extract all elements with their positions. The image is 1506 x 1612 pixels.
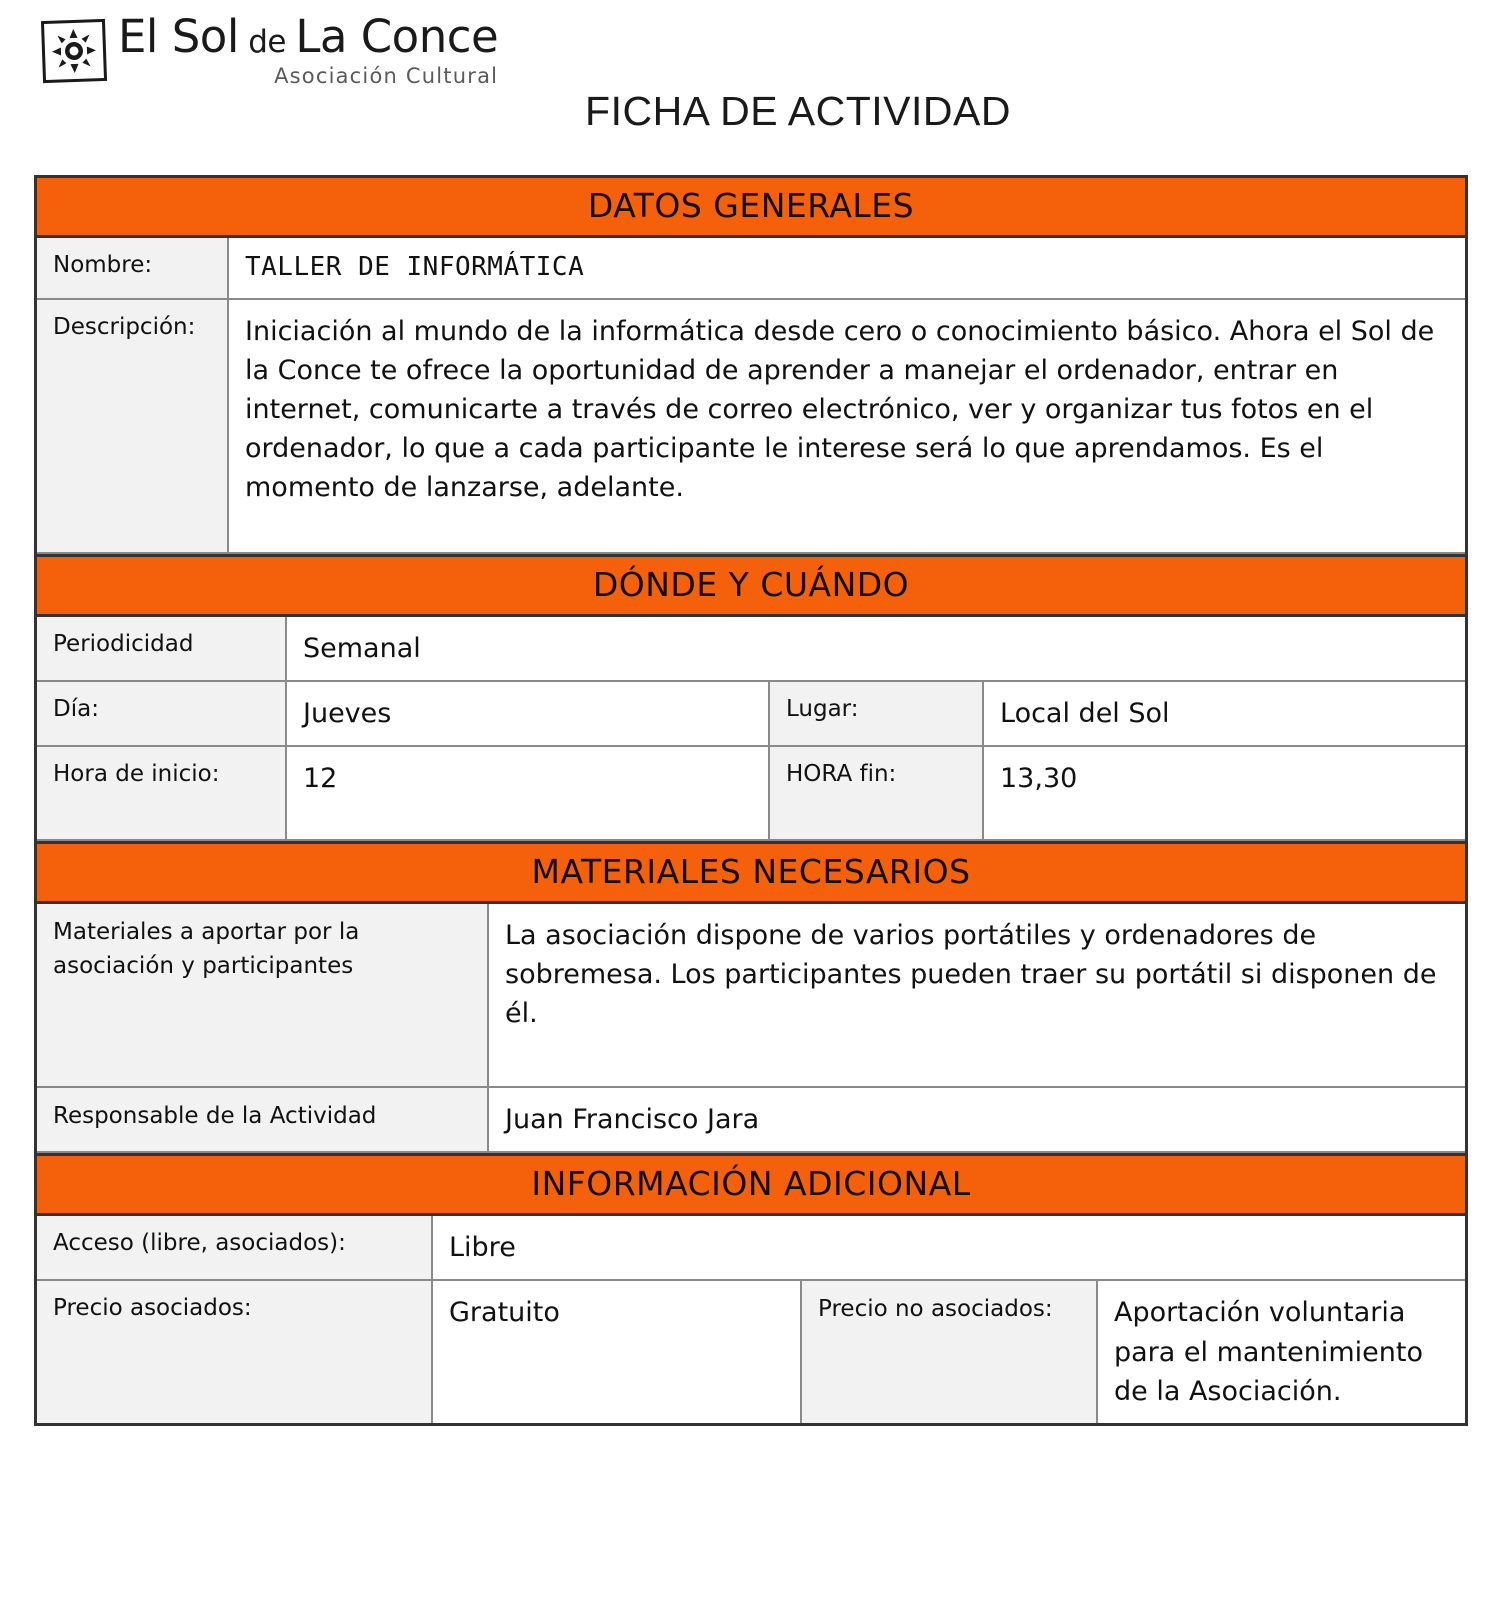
dia-label: Día:	[37, 682, 287, 745]
logo-title-de: de	[238, 24, 296, 60]
table-row-dia-lugar	[37, 682, 1465, 747]
precio-asociados-value: Gratuito	[433, 1281, 802, 1422]
table-row-periodicidad	[37, 617, 1465, 682]
hora-fin-value: 13,30	[984, 747, 1465, 839]
sun-icon	[41, 19, 107, 83]
table-row-horas	[37, 747, 1465, 841]
section-header-datos-generales: DATOS GENERALES	[37, 178, 1465, 238]
descripcion-label: Descripción:	[37, 300, 229, 552]
table-row-materiales	[37, 904, 1465, 1088]
logo-title-main: El Sol	[118, 10, 239, 63]
hora-fin-label: HORA fin:	[770, 747, 984, 839]
acceso-value: Libre	[433, 1216, 1465, 1279]
materiales-value: La asociación dispone de varios portátiles y ordenadores de sobremesa. Los participantes pueden traer su portátil si disponen de él.	[489, 904, 1465, 1086]
document-header	[0, 0, 1506, 175]
logo-title-rest: La Conce	[295, 10, 499, 63]
materiales-label: Materiales a aportar por la asociación y participantes	[37, 904, 489, 1086]
dia-value: Jueves	[287, 682, 770, 745]
responsable-label: Responsable de la Actividad	[37, 1088, 489, 1151]
section-header-informacion-adicional: INFORMACIÓN ADICIONAL	[37, 1153, 1465, 1216]
descripcion-value: Iniciación al mundo de la informática desde cero o conocimiento básico. Ahora el Sol de la Conce te ofrece la oportunidad de aprender a manejar el ordenador, entrar en internet, comunicarte a través de correo electrónico, ver y organizar tus fotos en el ordenador, lo que a cada participante le interese será lo que aprendamos. Es el momento de lanzarse, adelante.	[229, 300, 1465, 552]
acceso-label: Acceso (libre, asociados):	[37, 1216, 433, 1279]
lugar-label: Lugar:	[770, 682, 984, 745]
table-row-responsable	[37, 1088, 1465, 1153]
nombre-label: Nombre:	[37, 238, 229, 298]
page-title: FICHA DE ACTIVIDAD	[585, 88, 1011, 134]
section-header-donde-y-cuando: DÓNDE Y CUÁNDO	[37, 554, 1465, 617]
periodicidad-label: Periodicidad	[37, 617, 287, 680]
logo-title	[118, 10, 499, 63]
section-header-materiales-necesarios: MATERIALES NECESARIOS	[37, 841, 1465, 904]
hora-inicio-value: 12	[287, 747, 770, 839]
table-row-nombre	[37, 238, 1465, 300]
periodicidad-value: Semanal	[287, 617, 1465, 680]
table-row-descripcion	[37, 300, 1465, 554]
responsable-value: Juan Francisco Jara	[489, 1088, 1465, 1151]
precio-no-asociados-label: Precio no asociados:	[802, 1281, 1098, 1422]
table-row-acceso	[37, 1216, 1465, 1281]
precio-no-asociados-value: Aportación voluntaria para el mantenimiento de la Asociación.	[1098, 1281, 1465, 1422]
organization-logo	[42, 10, 499, 88]
nombre-value: TALLER DE INFORMÁTICA	[229, 238, 1465, 298]
activity-table	[34, 175, 1468, 1426]
logo-subtitle: Asociación Cultural	[274, 64, 499, 88]
table-row-precios	[37, 1281, 1465, 1422]
lugar-value: Local del Sol	[984, 682, 1465, 745]
precio-asociados-label: Precio asociados:	[37, 1281, 433, 1422]
hora-inicio-label: Hora de inicio:	[37, 747, 287, 839]
